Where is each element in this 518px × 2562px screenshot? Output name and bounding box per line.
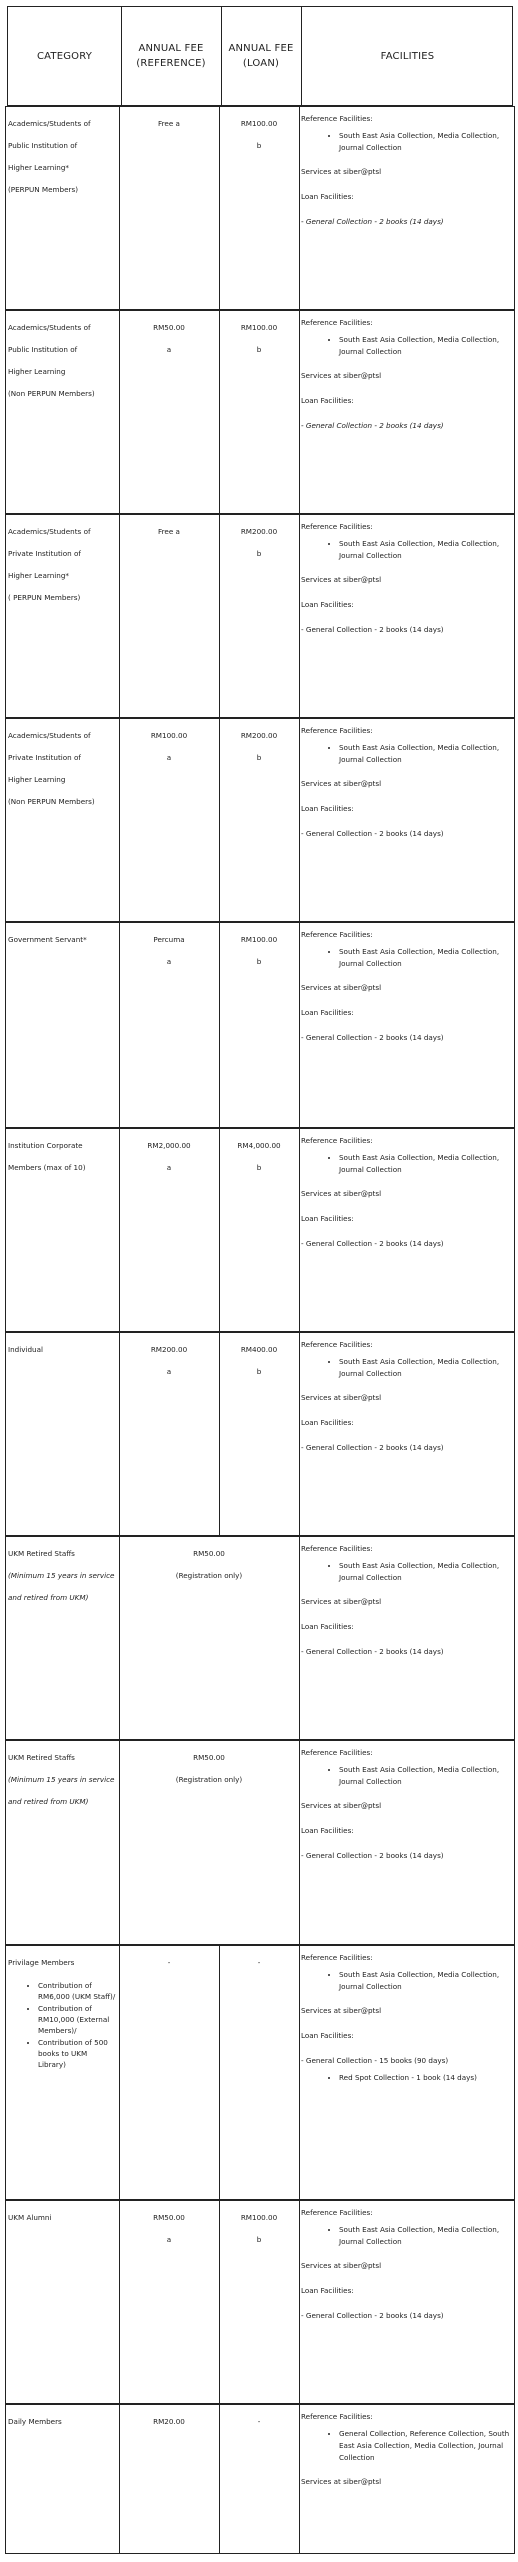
facilities-cell	[299, 1946, 516, 2199]
reference-fee: Free a	[158, 119, 180, 128]
reference-facility-item: • South East Asia Collection, Media Collection, Journal Collection	[339, 946, 514, 970]
category-line: Academics/Students of	[8, 527, 91, 536]
reference-facility-item: • South East Asia Collection, Media Collection, Journal Collection	[339, 1764, 514, 1788]
loan-facility-line: - General Collection - 2 books (14 days)	[301, 1647, 444, 1656]
facilities-cell	[299, 515, 516, 717]
loan-fee-note: b	[256, 753, 262, 762]
reference-fee-note: a	[166, 1367, 172, 1376]
facilities-cell	[299, 1537, 516, 1739]
category-line: Academics/Students of	[8, 323, 91, 332]
loan-fee-cell	[219, 515, 299, 717]
category-cell	[6, 923, 119, 1127]
loan-facility-line: - General Collection - 15 books (90 days)	[301, 2056, 449, 2065]
facilities-cell	[299, 1129, 516, 1331]
category-cell	[6, 719, 119, 921]
category-line: UKM Alumni	[8, 2213, 52, 2222]
registration-fee: RM50.00	[193, 1549, 225, 1558]
services-line: Services at siber@ptsl	[301, 779, 382, 788]
table-row	[5, 2404, 515, 2554]
loan-facility-line: - General Collection - 2 books (14 days)	[301, 1239, 444, 1248]
category-line: Academics/Students of	[8, 119, 91, 128]
category-line: Institution Corporate	[8, 1141, 83, 1150]
category-line: Members (max of 10)	[8, 1163, 86, 1172]
loan-fee-note: b	[256, 1163, 262, 1172]
services-line: Services at siber@ptsl	[301, 2006, 382, 2015]
category-note: (Minimum 15 years in service and retired from UKM)	[8, 1571, 115, 1602]
category-line: ( PERPUN Members)	[8, 593, 81, 602]
reference-facilities-list	[301, 1969, 514, 1993]
reference-fee-cell	[119, 515, 219, 717]
reference-facilities-title: Reference Facilities:	[301, 726, 373, 735]
category-line: Government Servant*	[8, 935, 87, 944]
loan-facility-item: • Red Spot Collection - 1 book (14 days)	[339, 2072, 514, 2084]
registration-fee: RM50.00	[193, 1753, 225, 1762]
reference-facility-item: • South East Asia Collection, Media Collection, Journal Collection	[339, 1356, 514, 1380]
reference-fee-note: a	[166, 957, 172, 966]
reference-facility-item: • South East Asia Collection, Media Collection, Journal Collection	[339, 130, 514, 154]
loan-fee: RM200.00	[240, 527, 278, 536]
reference-facilities-title: Reference Facilities:	[301, 2412, 373, 2421]
loan-facilities-title: Loan Facilities:	[301, 1622, 354, 1631]
category-line: Privilage Members	[8, 1958, 75, 1967]
reference-facilities-title: Reference Facilities:	[301, 1340, 373, 1349]
services-line: Services at siber@ptsl	[301, 2261, 382, 2270]
facilities-cell	[299, 107, 516, 309]
loan-facilities-title: Loan Facilities:	[301, 1826, 354, 1835]
header-facilities: FACILITIES	[380, 50, 435, 62]
loan-fee-cell	[219, 1333, 299, 1535]
table-row	[5, 1945, 515, 2200]
category-line: Private Institution of	[8, 549, 81, 558]
reference-fee-cell	[119, 311, 219, 513]
loan-fee-cell	[219, 311, 299, 513]
header-annual-fee-loan: ANNUAL FEE (LOAN)	[228, 43, 294, 69]
reference-fee-cell	[119, 719, 219, 921]
reference-facilities-list	[301, 946, 514, 970]
loan-fee: -	[257, 1958, 261, 1967]
category-line: Individual	[8, 1345, 44, 1354]
reference-facilities-list	[301, 334, 514, 358]
loan-facilities-title: Loan Facilities:	[301, 396, 354, 405]
loan-fee-cell	[219, 2405, 299, 2553]
category-note: (Minimum 15 years in service and retired from UKM)	[8, 1775, 115, 1806]
loan-fee-cell	[219, 719, 299, 921]
reference-facility-item: • South East Asia Collection, Media Collection, Journal Collection	[339, 1152, 514, 1176]
reference-fee-note: a	[166, 2235, 172, 2244]
reference-facilities-title: Reference Facilities:	[301, 1136, 373, 1145]
reference-fee: RM20.00	[153, 2417, 185, 2426]
category-list-item: • Contribution of RM10,000 (External Members)/	[38, 2003, 117, 2036]
category-line: (Non PERPUN Members)	[8, 797, 95, 806]
loan-facility-line: - General Collection - 2 books (14 days)	[301, 217, 444, 226]
services-line: Services at siber@ptsl	[301, 1393, 382, 1402]
loan-facilities-title: Loan Facilities:	[301, 1418, 354, 1427]
reference-fee-cell	[119, 1333, 219, 1535]
loan-facilities-list	[301, 2072, 514, 2084]
reference-fee-cell	[119, 923, 219, 1127]
loan-facilities-title: Loan Facilities:	[301, 804, 354, 813]
loan-fee-note: b	[256, 549, 262, 558]
table-row	[5, 310, 515, 514]
loan-fee: RM400.00	[240, 1345, 278, 1354]
reference-facility-item: • South East Asia Collection, Media Collection, Journal Collection	[339, 1560, 514, 1584]
loan-facilities-title: Loan Facilities:	[301, 2031, 354, 2040]
category-line: Higher Learning	[8, 367, 66, 376]
reference-facilities-list	[301, 1152, 514, 1176]
reference-facility-item: • South East Asia Collection, Media Collection, Journal Collection	[339, 538, 514, 562]
reference-fee-note: a	[166, 753, 172, 762]
services-line: Services at siber@ptsl	[301, 1189, 382, 1198]
reference-fee-cell	[119, 1129, 219, 1331]
table-row	[5, 718, 515, 922]
reference-facilities-title: Reference Facilities:	[301, 930, 373, 939]
reference-facility-item: • South East Asia Collection, Media Collection, Journal Collection	[339, 2224, 514, 2248]
table-row	[5, 514, 515, 718]
category-line: UKM Retired Staffs	[8, 1549, 75, 1558]
reference-fee: Percuma	[153, 935, 185, 944]
services-line: Services at siber@ptsl	[301, 1597, 382, 1606]
reference-facilities-title: Reference Facilities:	[301, 1953, 373, 1962]
reference-fee-note: a	[166, 1163, 172, 1172]
category-cell	[6, 1537, 119, 1739]
reference-facilities-title: Reference Facilities:	[301, 2208, 373, 2217]
loan-facilities-title: Loan Facilities:	[301, 600, 354, 609]
loan-facilities-title: Loan Facilities:	[301, 2286, 354, 2295]
category-line: Higher Learning*	[8, 163, 69, 172]
loan-fee: RM100.00	[240, 2213, 278, 2222]
category-line: Private Institution of	[8, 753, 81, 762]
services-line: Services at siber@ptsl	[301, 2477, 382, 2486]
category-cell	[6, 2201, 119, 2403]
loan-facility-line: - General Collection - 2 books (14 days)	[301, 1443, 444, 1452]
facilities-cell	[299, 923, 516, 1127]
services-line: Services at siber@ptsl	[301, 371, 382, 380]
header-category: CATEGORY	[36, 50, 93, 62]
category-cell	[6, 107, 119, 309]
loan-fee-note: b	[256, 1367, 262, 1376]
registration-note: (Registration only)	[175, 1571, 243, 1580]
reference-fee: Free a	[158, 527, 180, 536]
loan-fee: RM200.00	[240, 731, 278, 740]
reference-fee-cell	[119, 107, 219, 309]
reference-facility-item: • South East Asia Collection, Media Collection, Journal Collection	[339, 742, 514, 766]
services-line: Services at siber@ptsl	[301, 1801, 382, 1810]
loan-fee-cell	[219, 1129, 299, 1331]
table-row	[5, 1128, 515, 1332]
category-cell	[6, 1946, 119, 2199]
loan-facility-line: - General Collection - 2 books (14 days)	[301, 625, 444, 634]
loan-fee-cell	[219, 107, 299, 309]
reference-facilities-title: Reference Facilities:	[301, 1748, 373, 1757]
reference-fee: RM100.00	[150, 731, 188, 740]
loan-fee: RM100.00	[240, 323, 278, 332]
reference-fee-note: a	[166, 345, 172, 354]
merged-fee-cell	[119, 1537, 299, 1739]
services-line: Services at siber@ptsl	[301, 983, 382, 992]
loan-facility-line: - General Collection - 2 books (14 days)	[301, 1851, 444, 1860]
loan-fee-cell	[219, 923, 299, 1127]
reference-facilities-title: Reference Facilities:	[301, 1544, 373, 1553]
reference-facilities-list	[301, 2224, 514, 2248]
table-row	[5, 2200, 515, 2404]
reference-facility-item: • General Collection, Reference Collection, South East Asia Collection, Media Collection, Journal Collection	[339, 2428, 514, 2464]
table-row	[5, 1740, 515, 1945]
reference-facilities-list	[301, 1560, 514, 1584]
reference-facilities-title: Reference Facilities:	[301, 318, 373, 327]
reference-fee: RM50.00	[153, 2213, 185, 2222]
reference-facilities-title: Reference Facilities:	[301, 522, 373, 531]
reference-facility-item: • South East Asia Collection, Media Collection, Journal Collection	[339, 1969, 514, 1993]
merged-fee-cell	[119, 1741, 299, 1944]
category-list	[8, 1980, 117, 2070]
category-cell	[6, 515, 119, 717]
loan-fee: RM100.00	[240, 119, 278, 128]
loan-facility-line: - General Collection - 2 books (14 days)	[301, 829, 444, 838]
category-list-item: • Contribution of 500 books to UKM Library)	[38, 2037, 117, 2070]
table-row	[5, 1332, 515, 1536]
loan-facilities-title: Loan Facilities:	[301, 1008, 354, 1017]
header-annual-fee-reference: ANNUAL FEE (REFERENCE)	[136, 43, 206, 69]
loan-fee-note: b	[256, 2235, 262, 2244]
category-line: Daily Members	[8, 2417, 62, 2426]
reference-fee-cell	[119, 1946, 219, 2199]
facilities-cell	[299, 1333, 516, 1535]
category-line: Public Institution of	[8, 345, 78, 354]
category-list-item: • Contribution of RM6,000 (UKM Staff)/	[38, 1980, 117, 2002]
category-cell	[6, 2405, 119, 2553]
loan-facilities-title: Loan Facilities:	[301, 1214, 354, 1223]
reference-fee: RM200.00	[150, 1345, 188, 1354]
services-line: Services at siber@ptsl	[301, 575, 382, 584]
reference-fee-cell	[119, 2405, 219, 2553]
loan-fee: RM100.00	[240, 935, 278, 944]
reference-fee-cell	[119, 2201, 219, 2403]
loan-facility-line: - General Collection - 2 books (14 days)	[301, 421, 444, 430]
loan-fee-note: b	[256, 345, 262, 354]
registration-note: (Registration only)	[175, 1775, 243, 1784]
reference-fee: -	[167, 1958, 171, 1967]
facilities-cell	[299, 719, 516, 921]
category-cell	[6, 1333, 119, 1535]
reference-facilities-list	[301, 1356, 514, 1380]
facilities-cell	[299, 2405, 516, 2553]
reference-facilities-list	[301, 130, 514, 154]
table-row	[5, 1536, 515, 1740]
category-line: Higher Learning	[8, 775, 66, 784]
category-cell	[6, 311, 119, 513]
facilities-cell	[299, 311, 516, 513]
loan-fee: -	[257, 2417, 261, 2426]
reference-facilities-title: Reference Facilities:	[301, 114, 373, 123]
reference-facilities-list	[301, 2428, 514, 2464]
loan-fee-note: b	[256, 141, 262, 150]
category-cell	[6, 1741, 119, 1944]
reference-fee: RM50.00	[153, 323, 185, 332]
facilities-cell	[299, 2201, 516, 2403]
loan-facilities-title: Loan Facilities:	[301, 192, 354, 201]
reference-facilities-list	[301, 538, 514, 562]
loan-facility-line: - General Collection - 2 books (14 days)	[301, 1033, 444, 1042]
table-row	[5, 106, 515, 310]
table-header	[7, 6, 513, 106]
reference-fee: RM2,000.00	[147, 1141, 191, 1150]
reference-facilities-list	[301, 742, 514, 766]
category-line: Higher Learning*	[8, 571, 69, 580]
reference-facility-item: • South East Asia Collection, Media Collection, Journal Collection	[339, 334, 514, 358]
category-line: Academics/Students of	[8, 731, 91, 740]
services-line: Services at siber@ptsl	[301, 167, 382, 176]
loan-fee-cell	[219, 2201, 299, 2403]
category-cell	[6, 1129, 119, 1331]
facilities-cell	[299, 1741, 516, 1944]
category-line: UKM Retired Staffs	[8, 1753, 75, 1762]
category-line: (Non PERPUN Members)	[8, 389, 95, 398]
loan-fee: RM4,000.00	[237, 1141, 281, 1150]
table-row	[5, 922, 515, 1128]
category-line: Public Institution of	[8, 141, 78, 150]
loan-fee-cell	[219, 1946, 299, 2199]
loan-fee-note: b	[256, 957, 262, 966]
category-line: (PERPUN Members)	[8, 185, 79, 194]
loan-facility-line: - General Collection - 2 books (14 days)	[301, 2311, 444, 2320]
reference-facilities-list	[301, 1764, 514, 1788]
